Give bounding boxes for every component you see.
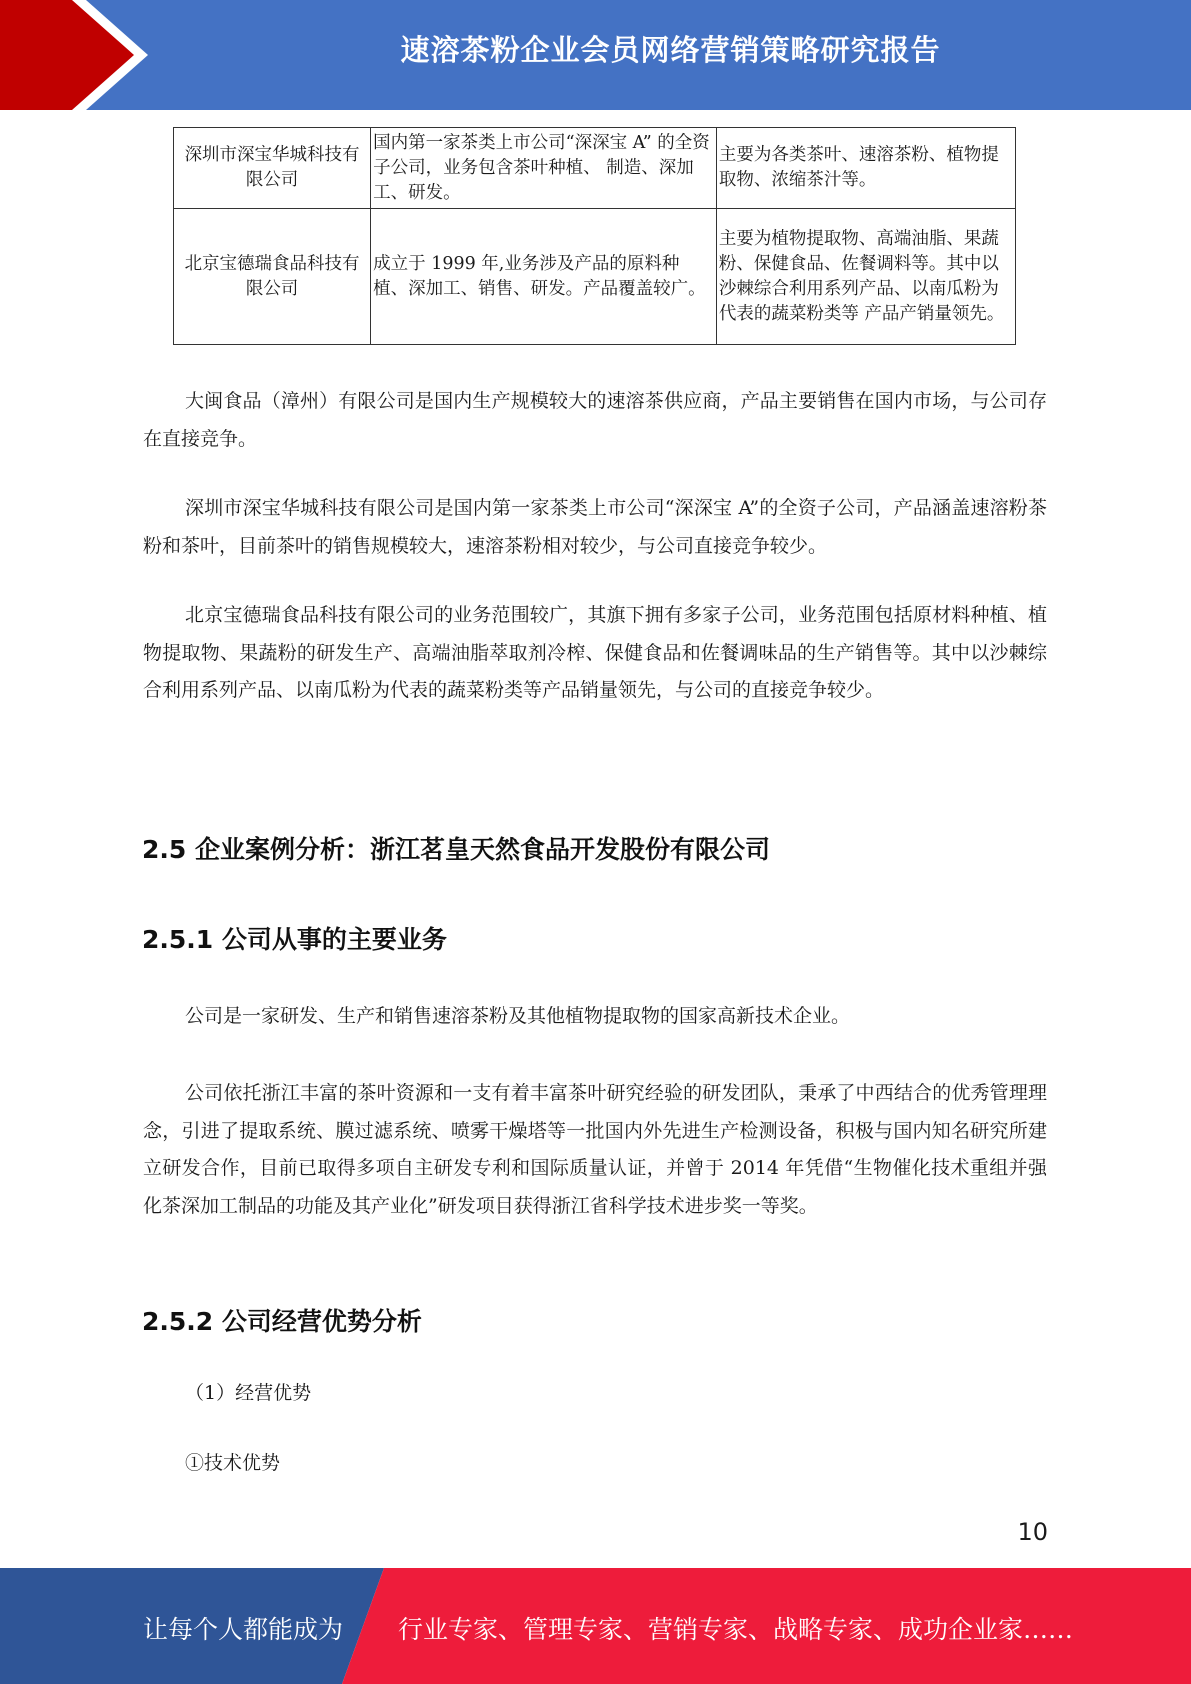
- company-products-cell: 主要为植物提取物、高端油脂、果蔬粉、保健食品、佐餐调料等。其中以沙棘综合利用系列产品、以南瓜粉为代表的蔬菜粉类等 产品产销量领先。: [716, 209, 1015, 345]
- list-item-operating-advantage: （1）经营优势: [185, 1382, 312, 1404]
- footer-slogan-left: 让每个人都能成为: [143, 1615, 344, 1644]
- page-footer: [0, 1568, 1191, 1684]
- page-number: 10: [1017, 1518, 1048, 1546]
- company-name-cell: 深圳市深宝华城科技有限公司: [174, 128, 371, 209]
- page-header: [0, 0, 1191, 110]
- paragraph-baoderui: 北京宝德瑞食品科技有限公司的业务范围较广，其旗下拥有多家子公司，业务范围包括原材料种植、植物提取物、果蔬粉的研发生产、高端油脂萃取剂冷榨、保健食品和佐餐调味品的生产销售等。其中以沙棘综合利用系列产品、以南瓜粉为代表的蔬菜粉类等产品销量领先，与公司的直接竞争较少。: [143, 604, 1047, 701]
- paragraph-damin: 大闽食品（漳州）有限公司是国内生产规模较大的速溶茶供应商，产品主要销售在国内市场，与公司存在直接竞争。: [143, 390, 1047, 450]
- table-row: [174, 209, 1016, 345]
- section-heading-2-5: 2.5 企业案例分析：浙江茗皇天然食品开发股份有限公司: [142, 835, 770, 864]
- company-name-cell: 北京宝德瑞食品科技有限公司: [174, 209, 371, 345]
- paragraph-shenbao: 深圳市深宝华城科技有限公司是国内第一家茶类上市公司“深深宝 A”的全资子公司，产品涵盖速溶粉茶粉和茶叶，目前茶叶的销售规模较大，速溶茶粉相对较少，与公司直接竞争较少。: [143, 497, 1047, 557]
- company-products-cell: 主要为各类茶叶、速溶茶粉、植物提取物、浓缩茶汁等。: [716, 128, 1015, 209]
- section-heading-2-5-2: 2.5.2 公司经营优势分析: [142, 1307, 422, 1336]
- competitor-table: [173, 127, 1016, 345]
- list-item-technology-advantage: ①技术优势: [185, 1452, 281, 1474]
- company-description-cell: 国内第一家茶类上市公司“深深宝 A” 的全资子公司，业务包含茶叶种植、 制造、深加工、研发。: [371, 128, 717, 209]
- paragraph-company-profile: 公司依托浙江丰富的茶叶资源和一支有着丰富茶叶研究经验的研发团队，秉承了中西结合的优秀管理理念，引进了提取系统、膜过滤系统、喷雾干燥塔等一批国内外先进生产检测设备，积极与国内知名研究所建立研发合作，目前已取得多项自主研发专利和国际质量认证，并曾于 2014 年凭借“生物催化技术重组并强化茶深加工制品的功能及其产业化”研发项目获得浙江省科学技术进步奖一等奖。: [143, 1082, 1047, 1217]
- paragraph-main-business: 公司是一家研发、生产和销售速溶茶粉及其他植物提取物的国家高新技术企业。: [185, 1005, 851, 1027]
- footer-slogan-right: 行业专家、管理专家、营销专家、战略专家、成功企业家……: [398, 1615, 1074, 1644]
- company-description-cell: 成立于 1999 年,业务涉及产品的原料种植、深加工、销售、研发。产品覆盖较广。: [371, 209, 717, 345]
- report-title: 速溶茶粉企业会员网络营销策略研究报告: [400, 33, 941, 67]
- table-row: [174, 128, 1016, 209]
- section-heading-2-5-1: 2.5.1 公司从事的主要业务: [142, 925, 447, 954]
